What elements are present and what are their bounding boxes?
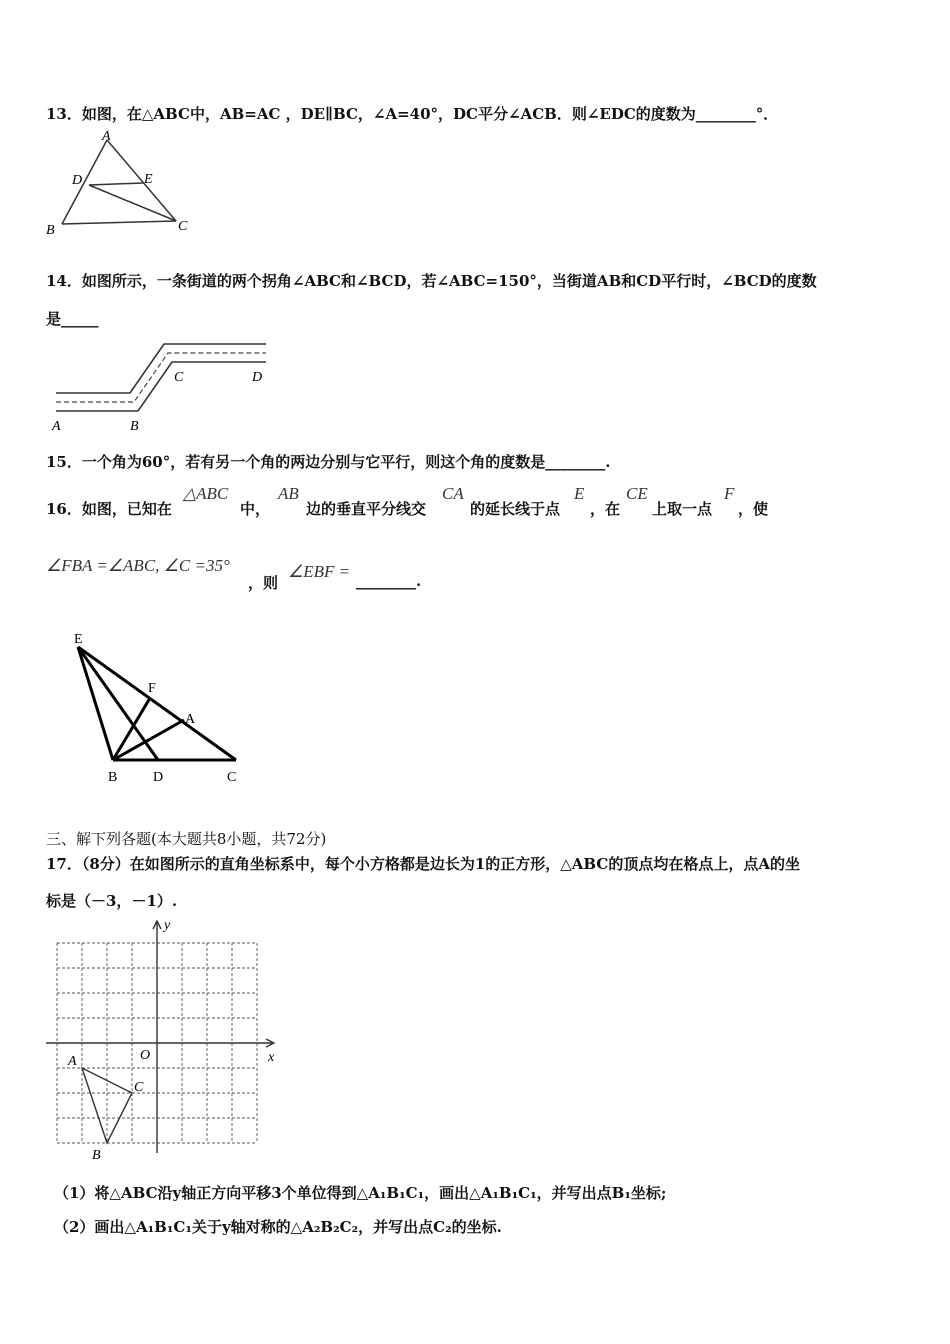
q17-part1: （1）将△ABC沿y轴正方向平移3个单位得到△A₁B₁C₁，画出△A₁B₁C₁，并写出点B₁坐标; xyxy=(54,1184,667,1202)
q16-text-p3: 边的垂直平分线交 xyxy=(306,500,427,518)
section3-title: 三、解下列各题(本大题共8小题，共72分) xyxy=(46,830,327,848)
q16-label-c: C xyxy=(227,770,237,785)
q16-math-f: F xyxy=(724,484,735,503)
q14-label-b: B xyxy=(130,419,139,434)
q16-text-p5: ，在 xyxy=(590,500,621,518)
q16-text-p2: 中， xyxy=(240,500,271,518)
q16-text-p9: ________. xyxy=(356,572,422,590)
q14-label-a: A xyxy=(52,419,61,434)
q14-label-d: D xyxy=(252,370,263,385)
q17-label-x: x xyxy=(268,1050,275,1065)
q14-text-line1: 14．如图所示，一条街道的两个拐角∠ABC和∠BCD，若∠ABC=150°，当街道AB和CD平行时，∠BCD的度数 xyxy=(46,272,817,290)
q16-math-e: E xyxy=(574,484,585,503)
q13-label-a: A xyxy=(102,129,111,144)
q16-label-a: A xyxy=(185,712,196,727)
q16-math-ab: AB xyxy=(278,484,299,503)
q17-coordinate-grid xyxy=(44,915,284,1165)
q16-math-triangle-abc: △ABC xyxy=(183,484,229,503)
q17-label-c: C xyxy=(134,1080,144,1095)
q17-label-origin: O xyxy=(140,1048,151,1063)
q17-label-a: A xyxy=(68,1054,77,1069)
q17-text-line2: 标是（－3，－1）. xyxy=(46,892,178,910)
q16-line2 xyxy=(46,556,546,596)
q16-line1 xyxy=(46,484,906,524)
q16-label-f: F xyxy=(148,681,156,696)
q16-math-ca: CA xyxy=(442,484,464,503)
q13-label-d: D xyxy=(72,173,83,188)
q16-text-p1: 16．如图，已知在 xyxy=(46,500,172,518)
q16-triangle-figure xyxy=(60,625,260,790)
q15-text: 15．一个角为60°，若有另一个角的两边分别与它平行，则这个角的度数是________. xyxy=(46,453,611,471)
q16-label-d: D xyxy=(153,770,164,785)
q13-label-c: C xyxy=(178,219,188,234)
q13-label-e: E xyxy=(144,172,153,187)
q16-text-p8: ，则 xyxy=(248,574,279,592)
q17-label-b: B xyxy=(92,1148,101,1163)
q16-text-p7: ，使 xyxy=(738,500,769,518)
q13-text: 13．如图，在△ABC中，AB=AC ，DE∥BC，∠A=40°，DC平分∠ACB．则∠EDC的度数为________°． xyxy=(46,105,779,123)
q17-label-y: y xyxy=(164,918,171,933)
q16-math-condition: ∠FBA =∠ABC, ∠C =35° xyxy=(46,556,230,575)
q16-math-ebf: ∠EBF = xyxy=(288,562,351,581)
q16-math-ce: CE xyxy=(626,484,648,503)
q16-text-p6: 上取一点 xyxy=(652,500,713,518)
q17-text-line1: 17．（8分）在如图所示的直角坐标系中，每个小方格都是边长为1的正方形，△ABC的顶点均在格点上，点A的坐 xyxy=(46,855,800,873)
q16-text-p4: 的延长线于点 xyxy=(470,500,561,518)
q14-label-c: C xyxy=(174,370,184,385)
q17-part2: （2）画出△A₁B₁C₁关于y轴对称的△A₂B₂C₂，并写出点C₂的坐标. xyxy=(54,1218,502,1236)
q14-text-line2: 是_____ xyxy=(46,310,99,328)
q13-label-b: B xyxy=(46,223,55,238)
q16-label-e: E xyxy=(74,632,83,647)
q14-street-figure xyxy=(44,336,284,436)
q16-label-b: B xyxy=(108,770,118,785)
q13-triangle-figure xyxy=(40,128,200,240)
